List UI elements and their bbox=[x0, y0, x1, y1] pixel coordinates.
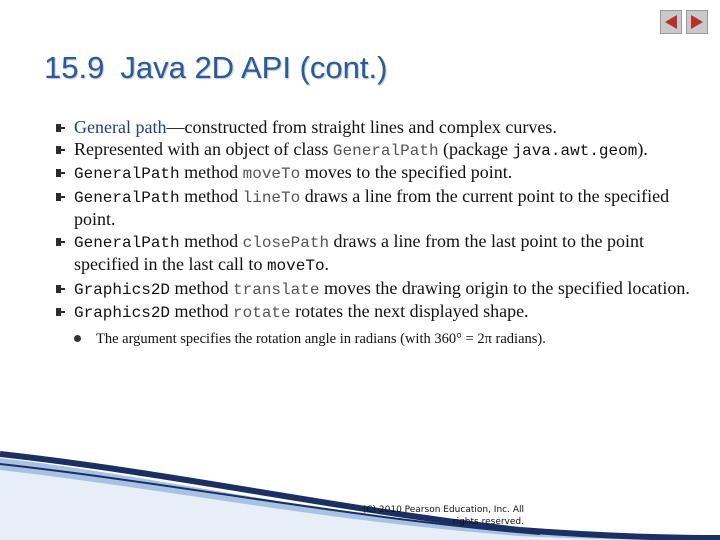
bullet-arrow-icon bbox=[56, 285, 65, 293]
code-closepath: closePath bbox=[242, 233, 330, 252]
bullet-dot-icon bbox=[74, 335, 81, 342]
bullet-text: . bbox=[324, 254, 330, 274]
bullet-arrow-icon bbox=[56, 124, 65, 132]
bullet-translate bbox=[56, 278, 696, 302]
bullet-arrow-icon bbox=[56, 238, 65, 246]
bullet-arrow-icon bbox=[56, 169, 65, 177]
bullet-arrow-icon bbox=[56, 308, 65, 316]
bullet-text: method bbox=[179, 230, 243, 251]
bullet-text: method bbox=[179, 185, 243, 206]
bullet-generalpath-class bbox=[56, 139, 696, 163]
code-moveto-ref: moveTo bbox=[266, 257, 325, 275]
bullet-arrow-icon bbox=[56, 146, 65, 154]
triangle-left-icon bbox=[664, 14, 678, 30]
code-translate: translate bbox=[233, 280, 320, 299]
code-package: java.awt.geom bbox=[512, 141, 638, 160]
sub-bullet-rotation-angle bbox=[56, 329, 696, 349]
bullet-text: draws a line from the last point to the point specified in the last call to bbox=[74, 230, 644, 274]
slide-number: 15.9 bbox=[44, 50, 105, 85]
bullet-text: method bbox=[170, 301, 234, 321]
sub-bullet-text: The argument specifies the rotation angle in radians (with 360° = 2π radians). bbox=[96, 330, 546, 347]
bullet-text: ). bbox=[637, 138, 648, 159]
code-moveto: moveTo bbox=[242, 165, 301, 183]
code-generalpath: GeneralPath bbox=[74, 165, 180, 183]
code-generalpath: GeneralPath bbox=[332, 141, 439, 160]
code-lineto: lineTo bbox=[242, 188, 301, 207]
slide-title bbox=[44, 50, 387, 86]
copyright-line-1: (C) 2010 Pearson Education, Inc. All bbox=[362, 505, 524, 515]
slide-title-text: Java 2D API (cont.) bbox=[120, 50, 388, 85]
triangle-right-icon bbox=[690, 14, 704, 30]
bullet-moveto bbox=[56, 162, 696, 186]
next-slide-button[interactable] bbox=[686, 10, 708, 34]
bullet-text: moves to the specified point. bbox=[300, 162, 513, 182]
bullet-list bbox=[56, 117, 696, 349]
bullet-lineto bbox=[56, 186, 696, 231]
code-rotate: rotate bbox=[233, 304, 291, 322]
bullet-text: (package bbox=[438, 138, 513, 159]
bullet-text: method bbox=[170, 277, 234, 298]
bullet-text: Represented with an object of class bbox=[74, 138, 333, 159]
code-generalpath: GeneralPath bbox=[74, 188, 180, 207]
bullet-text: method bbox=[179, 162, 243, 182]
bullet-text: rotates the next displayed shape. bbox=[290, 301, 529, 321]
bullet-arrow-icon bbox=[56, 193, 65, 201]
bullet-closepath bbox=[56, 231, 696, 278]
code-generalpath: GeneralPath bbox=[74, 233, 180, 252]
copyright-line-2: rights reserved. bbox=[452, 517, 524, 527]
slide-navigation bbox=[660, 10, 708, 34]
bullet-text: moves the drawing origin to the specified location. bbox=[319, 277, 690, 298]
term-general-path: General path bbox=[74, 117, 167, 137]
code-graphics2d: Graphics2D bbox=[74, 304, 171, 322]
code-graphics2d: Graphics2D bbox=[74, 280, 171, 299]
bullet-general-path bbox=[56, 117, 696, 139]
bullet-text: —constructed from straight lines and complex curves. bbox=[166, 117, 557, 137]
previous-slide-button[interactable] bbox=[660, 10, 682, 34]
bullet-text: draws a line from the current point to the specified point. bbox=[74, 185, 670, 229]
copyright-footer bbox=[330, 504, 524, 528]
bullet-rotate bbox=[56, 301, 696, 325]
